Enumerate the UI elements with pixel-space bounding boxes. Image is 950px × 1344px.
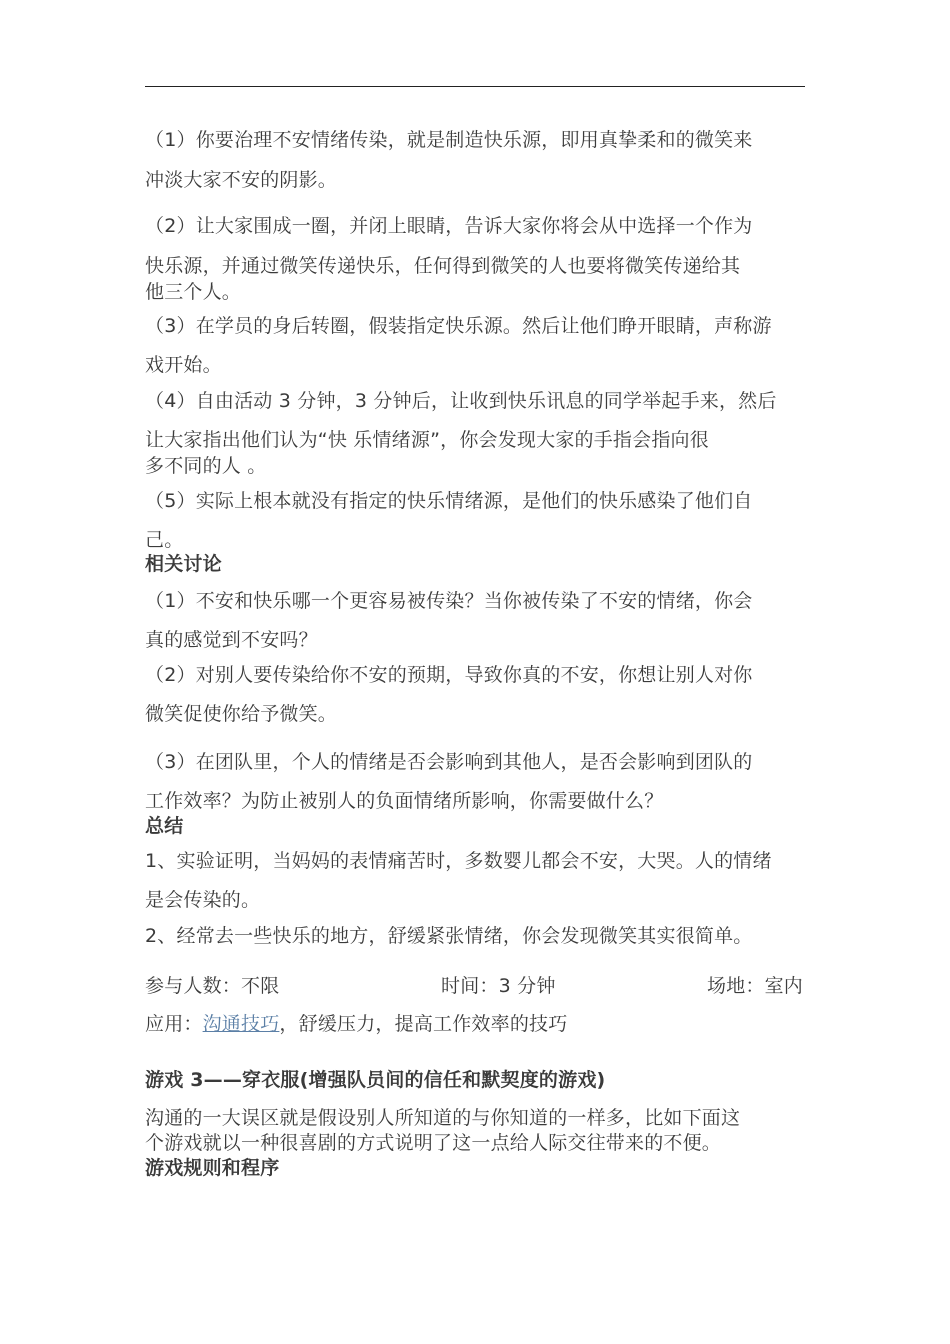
communication-skills-link[interactable]: 沟通技巧	[202, 1013, 280, 1035]
discussion-heading: 相关讨论	[145, 553, 222, 575]
step-5-line-1: （5）实际上根本就没有指定的快乐情绪源，是他们的快乐感染了他们自	[145, 490, 753, 512]
summary-1-line-1: 1、实验证明，当妈妈的表情痛苦时，多数婴儿都会不安，大哭。人的情绪	[145, 850, 772, 872]
discussion-1-line-1: （1）不安和快乐哪一个更容易被传染？当你被传染了不安的情绪，你会	[145, 590, 753, 612]
summary-heading: 总结	[145, 815, 184, 837]
step-5-line-2: 己。	[145, 529, 184, 551]
step-1-line-2: 冲淡大家不安的阴影。	[145, 169, 338, 191]
summary-2-line-1: 2、经常去一些快乐的地方，舒缓紧张情绪，你会发现微笑其实很简单。	[145, 925, 753, 947]
game3-title: 游戏 3——穿衣服(增强队员间的信任和默契度的游戏)	[145, 1069, 606, 1091]
step-4-line-2: 让大家指出他们认为“快 乐情绪源”，你会发现大家的手指会指向很	[145, 429, 709, 451]
application-suffix: ，舒缓压力，提高工作效率的技巧	[279, 1013, 568, 1035]
step-2-line-3: 他三个人。	[145, 281, 242, 303]
step-4-line-1: （4）自由活动 3 分钟，3 分钟后，让收到快乐讯息的同学举起手来，然后	[145, 390, 777, 412]
application-line	[145, 1012, 567, 1036]
step-1-line-1: （1）你要治理不安情绪传染，就是制造快乐源，即用真挚柔和的微笑来	[145, 129, 753, 151]
step-2-line-2: 快乐源，并通过微笑传递快乐，任何得到微笑的人也要将微笑传递给其	[145, 255, 741, 277]
step-3-line-1: （3）在学员的身后转圈，假装指定快乐源。然后让他们睁开眼睛，声称游	[145, 315, 772, 337]
step-4-line-3: 多不同的人 。	[145, 455, 267, 477]
discussion-3-line-1: （3）在团队里，个人的情绪是否会影响到其他人，是否会影响到团队的	[145, 751, 753, 773]
game3-intro-line-2: 个游戏就以一种很喜剧的方式说明了这一点给人际交往带来的不便。	[145, 1132, 722, 1154]
application-prefix: 应用：	[145, 1013, 203, 1035]
step-3-line-2: 戏开始。	[145, 354, 222, 376]
discussion-2-line-1: （2）对别人要传染给你不安的预期，导致你真的不安，你想让别人对你	[145, 664, 753, 686]
step-2-line-1: （2）让大家围成一圈，并闭上眼睛，告诉大家你将会从中选择一个作为	[145, 215, 753, 237]
participants-label: 参与人数：不限	[145, 975, 280, 997]
discussion-1-line-2: 真的感觉到不安吗？	[145, 629, 318, 651]
venue-label: 场地：室内	[707, 975, 804, 997]
game3-intro-line-1: 沟通的一大误区就是假设别人所知道的与你知道的一样多，比如下面这	[145, 1107, 741, 1129]
time-label: 时间：3 分钟	[441, 975, 556, 997]
discussion-2-line-2: 微笑促使你给予微笑。	[145, 703, 338, 725]
game3-rules-heading: 游戏规则和程序	[145, 1157, 280, 1179]
discussion-3-line-2: 工作效率？为防止被别人的负面情绪所影响，你需要做什么？	[145, 790, 664, 812]
header-rule	[145, 86, 805, 87]
summary-1-line-2: 是会传染的。	[145, 889, 261, 911]
